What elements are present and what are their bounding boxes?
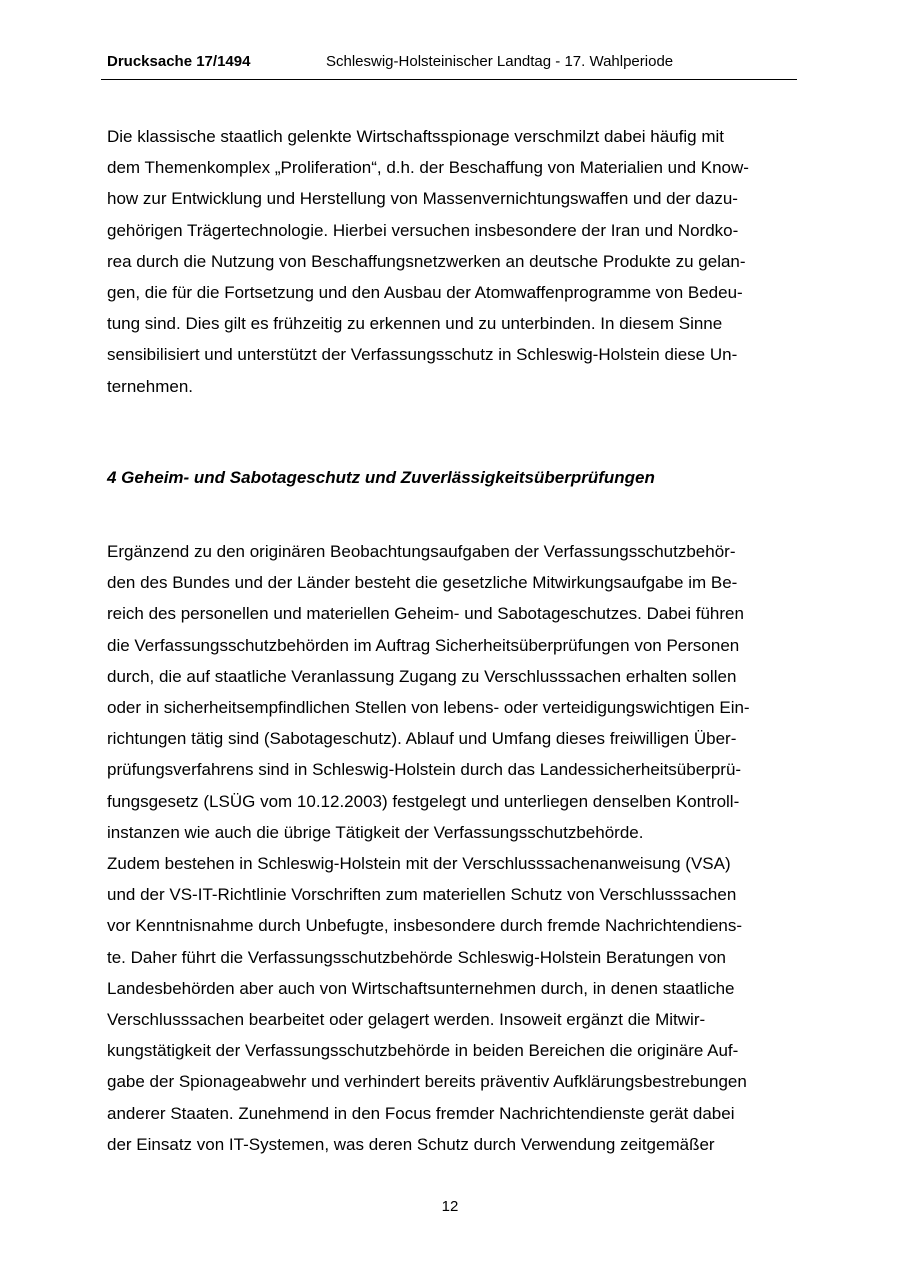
text-line: den des Bundes und der Länder besteht die gesetzliche Mitwirkungsaufgabe im Be- <box>107 573 738 593</box>
text-line: Zudem bestehen in Schleswig-Holstein mit der Verschlusssachenanweisung (VSA) <box>107 854 731 874</box>
text-line: rea durch die Nutzung von Beschaffungsnetzwerken an deutsche Produkte zu gelan- <box>107 251 746 271</box>
text-line: Landesbehörden aber auch von Wirtschaftsunternehmen durch, in denen staatliche <box>107 978 735 998</box>
text-line: gen, die für die Fortsetzung und den Ausbau der Atomwaffenprogramme von Bedeu- <box>107 283 743 303</box>
text-line: oder in sicherheitsempfindlichen Stellen von lebens- oder verteidigungswichtigen Ein- <box>107 698 750 718</box>
paragraph-geheimschutz <box>107 536 807 1160</box>
paragraph-proliferation <box>107 121 807 402</box>
text-line: gabe der Spionageabwehr und verhindert bereits präventiv Aufklärungsbestrebungen <box>107 1072 747 1092</box>
text-line: te. Daher führt die Verfassungsschutzbehörde Schleswig-Holstein Beratungen von <box>107 947 726 967</box>
text-line: reich des personellen und materiellen Geheim- und Sabotageschutzes. Dabei führen <box>107 604 744 624</box>
text-line: durch, die auf staatliche Veranlassung Zugang zu Verschlusssachen erhalten sollen <box>107 666 737 686</box>
text-line: how zur Entwicklung und Herstellung von Massenvernichtungswaffen und der dazu- <box>107 189 738 209</box>
page-number: 12 <box>441 1198 459 1215</box>
text-line: Ergänzend zu den originären Beobachtungsaufgaben der Verfassungsschutzbehör- <box>107 542 736 561</box>
document-number: Drucksache 17/1494 <box>107 53 251 70</box>
text-line: dem Themenkomplex „Proliferation“, d.h. der Beschaffung von Materialien und Know- <box>107 158 749 178</box>
text-line: instanzen wie auch die übrige Tätigkeit der Verfassungsschutzbehörde. <box>107 822 644 842</box>
text-line: der Einsatz von IT-Systemen, was deren Schutz durch Verwendung zeitgemäßer <box>107 1134 715 1154</box>
text-line: sensibilisiert und unterstützt der Verfassungsschutz in Schleswig-Holstein diese Un- <box>107 345 738 365</box>
text-line: und der VS-IT-Richtlinie Vorschriften zum materiellen Schutz von Verschlusssachen <box>107 885 737 905</box>
text-line: anderer Staaten. Zunehmend in den Focus fremder Nachrichtendienste gerät dabei <box>107 1103 735 1123</box>
text-line: fungsgesetz (LSÜG vom 10.12.2003) festgelegt und unterliegen denselben Kontroll- <box>107 791 740 811</box>
text-line: Verschlusssachen bearbeitet oder gelagert werden. Insoweit ergänzt die Mitwir- <box>107 1010 706 1030</box>
text-line: gehörigen Trägertechnologie. Hierbei versuchen insbesondere der Iran und Nordko- <box>107 220 739 240</box>
text-line: die Verfassungsschutzbehörden im Auftrag Sicherheitsüberprüfungen von Personen <box>107 635 740 655</box>
text-line: ternehmen. <box>107 376 193 396</box>
text-line: richtungen tätig sind (Sabotageschutz). Ablauf und Umfang dieses freiwilligen Über- <box>107 729 737 749</box>
text-line: prüfungsverfahrens sind in Schleswig-Holstein durch das Landessicherheitsüberprü- <box>107 760 742 780</box>
text-line: vor Kenntnisnahme durch Unbefugte, insbesondere durch fremde Nachrichtendiens- <box>107 916 743 936</box>
parliament-title: Schleswig-Holsteinischer Landtag - 17. Wahlperiode <box>326 53 674 70</box>
text-line: kungstätigkeit der Verfassungsschutzbehörde in beiden Bereichen die originäre Auf- <box>107 1041 739 1061</box>
text-line: tung sind. Dies gilt es frühzeitig zu erkennen und zu unterbinden. In diesem Sinne <box>107 314 723 334</box>
text-line: Die klassische staatlich gelenkte Wirtschaftsspionage verschmilzt dabei häufig mit <box>107 127 724 146</box>
section-heading: 4 Geheim- und Sabotageschutz und Zuverlässigkeitsüberprüfungen <box>107 468 655 487</box>
page-header <box>101 0 797 80</box>
